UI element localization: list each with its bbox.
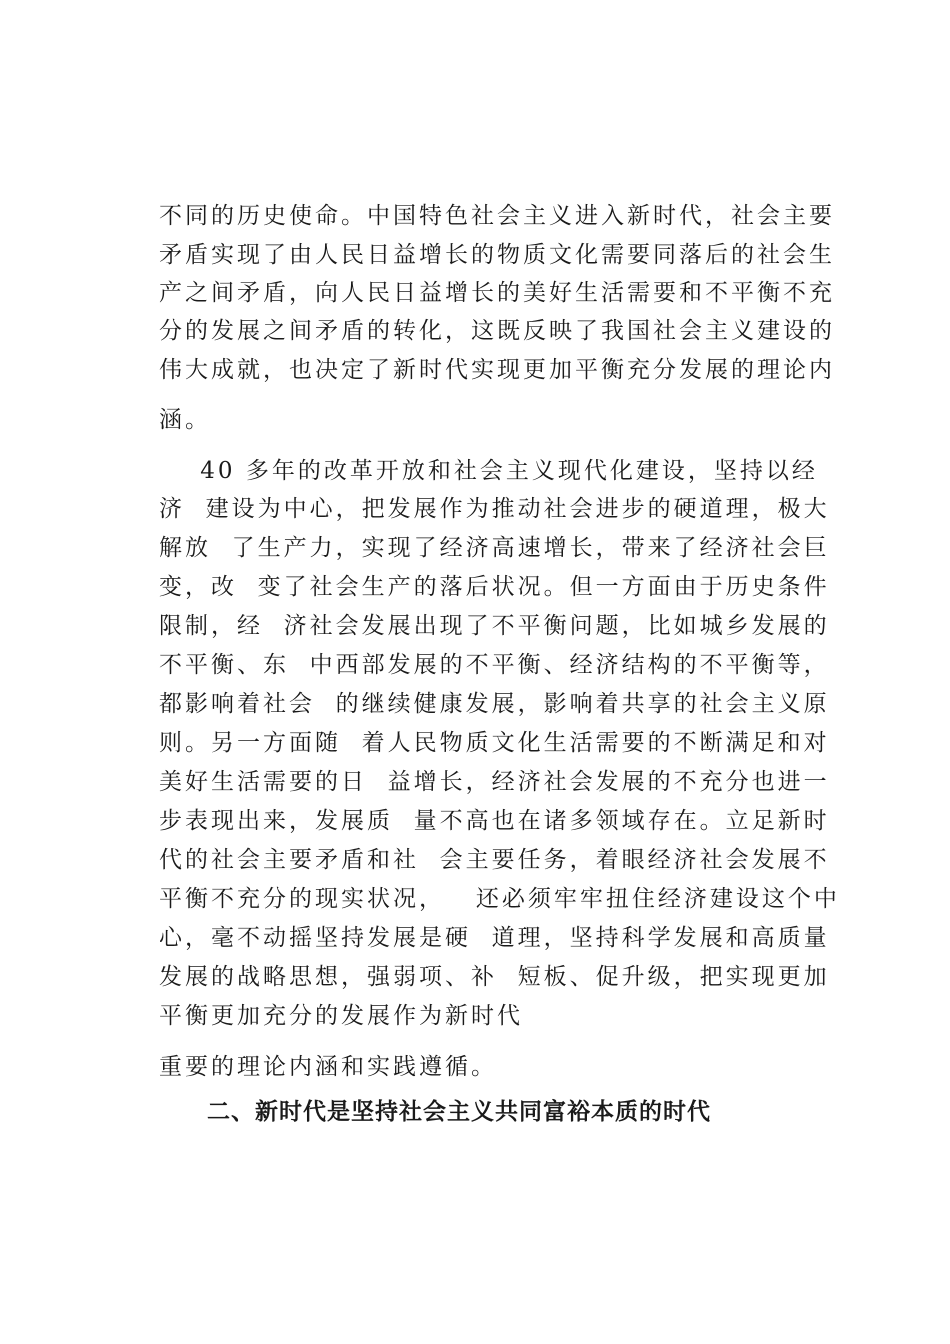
text-line: 重要的理论内涵和实践遵循。 [159, 1054, 497, 1080]
text-line: 发展的战略思想，强弱项、补 短板、促升级，把实现更加 [159, 964, 830, 990]
text-line: 产之间矛盾，向人民日益增长的美好生活需要和不平衡不充 [159, 280, 835, 306]
text-line: 分的发展之间矛盾的转化，这既反映了我国社会主义建设的 [159, 318, 835, 344]
text-line: 济 建设为中心，把发展作为推动社会进步的硬道理，极大 [159, 496, 830, 522]
text-line: 心，毫不动摇坚持发展是硬 道理，坚持科学发展和高质量 [159, 925, 830, 951]
text-line: 限制，经 济社会发展出现了不平衡问题，比如城乡发展的 [159, 613, 830, 639]
text-line: 都影响着社会 的继续健康发展，影响着共享的社会主义原 [159, 691, 830, 717]
text-line: 美好生活需要的日 益增长，经济社会发展的不充分也进一 [159, 769, 830, 795]
section-heading: 二、新时代是坚持社会主义共同富裕本质的时代 [207, 1099, 711, 1125]
text-line: 40 多年的改革开放和社会主义现代化建设，坚持以经 [159, 458, 818, 484]
text-line: 解放 了生产力，实现了经济高速增长，带来了经济社会巨 [159, 535, 830, 561]
text-line: 步表现出来，发展质 量不高也在诸多领域存在。立足新时 [159, 808, 830, 834]
text-line: 则。另一方面随 着人民物质文化生活需要的不断满足和对 [159, 730, 830, 756]
text-line: 不平衡、东 中西部发展的不平衡、经济结构的不平衡等， [159, 652, 830, 678]
text-line: 涵。 [159, 407, 211, 433]
text-line: 平衡不充分的现实状况， 还必须牢牢扭住经济建设这个中 [159, 886, 840, 912]
text-line: 平衡更加充分的发展作为新时代 [159, 1003, 523, 1029]
text-line: 代的社会主要矛盾和社 会主要任务，着眼经济社会发展不 [159, 847, 830, 873]
text-line: 变，改 变了社会生产的落后状况。但一方面由于历史条件 [159, 574, 830, 600]
text-line: 不同的历史使命。中国特色社会主义进入新时代，社会主要 [159, 203, 835, 229]
text-line: 矛盾实现了由人民日益增长的物质文化需要同落后的社会生 [159, 242, 835, 268]
text-line: 伟大成就，也决定了新时代实现更加平衡充分发展的理论内 [159, 357, 835, 383]
